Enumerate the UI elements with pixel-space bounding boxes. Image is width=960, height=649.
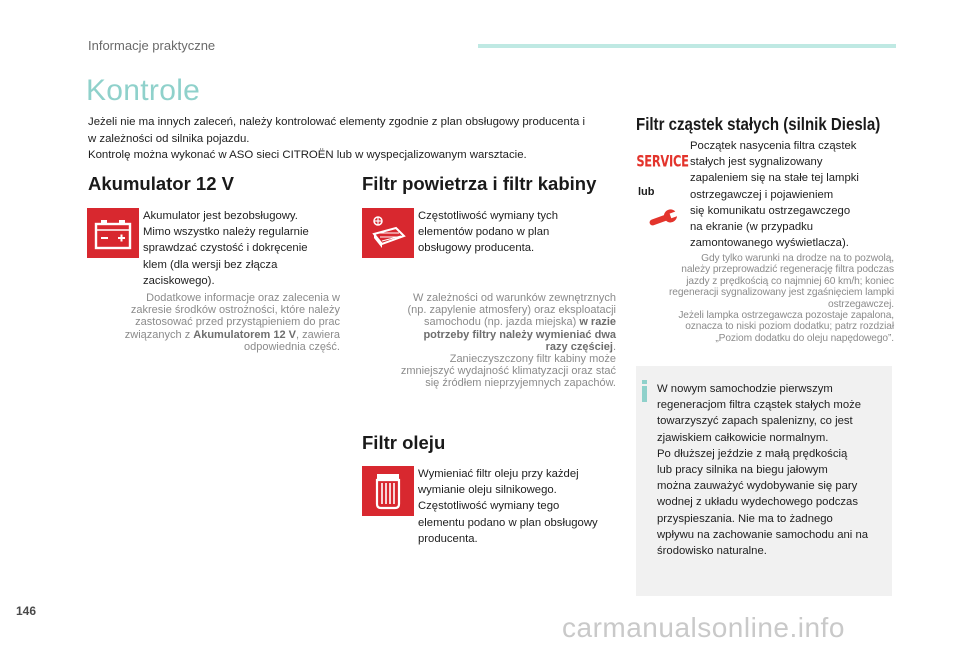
info-icon	[640, 380, 649, 402]
air-filter-heading: Filtr powietrza i filtr kabiny	[362, 173, 597, 194]
intro-line: Jeżeli nie ma innych zaleceń, należy kontrolować elementy zgodnie z plan obsługowy producenta i	[88, 116, 586, 128]
service-warning-icon: SERVICE	[636, 151, 689, 171]
particle-filter-text: Początek nasycenia filtra cząstek stałych jest sygnalizowany zapaleniem się na stałe tej lampki ostrzegawczej i pojawieniem się komunikatu ostrzegawczego na ekranie (w przypadku zamontowanego wyświetlacza).	[690, 140, 859, 250]
page-number: 146	[16, 604, 37, 618]
air-filter-text: Częstotliwość wymiany tych elementów podano w plan obsługowy producenta.	[418, 210, 558, 255]
intro-paragraph	[88, 114, 628, 164]
watermark: carmanualsonline.info	[562, 612, 845, 643]
battery-note: Dodatkowe informacje oraz zalecenia w zakresie środków ostrożności, które należy zastosować przed przystąpieniem do prac związanych z Akumulatorem 12 V, zawiera odpowiednia część.	[124, 292, 340, 353]
battery-icon	[87, 208, 139, 258]
particle-filter-heading: Filtr cząstek stałych (silnik Diesla)	[636, 114, 881, 134]
battery-text: Akumulator jest bezobsługowy. Mimo wszystko należy regularnie sprawdzać czystość i dokręcenie klem (dla wersji bez złącza zaciskowego).	[143, 210, 309, 287]
oil-filter-icon	[362, 466, 414, 516]
wrench-icon	[644, 206, 680, 232]
air-filter-note: W zależności od warunków zewnętrznych (np. zapylenie atmosfery) oraz eksploatacji samochodu (np. jazda miejska) w razie potrzeby filtry należy wymieniać dwa razy częściej. Zanieczyszczony filtr kabiny może zmniejszyć wydajność klimatyzacji oraz stać się źródłem nieprzyjemnych zapachów.	[400, 292, 616, 390]
battery-heading: Akumulator 12 V	[88, 173, 234, 194]
section-label: Informacje praktyczne	[88, 38, 216, 53]
air-filter-icon	[362, 208, 414, 258]
particle-filter-note: Gdy tylko warunki na drodze na to pozwolą, należy przeprowadzić regenerację filtra podczas jazdy z prędkością co najmniej 60 km/h; koniec regeneracji sygnalizowany jest zgaśnięciem lampki ostrzegawczej. Jeżeli lampka ostrzegawcza pozostaje zapalona, oznacza to niski poziom dodatku; patrz rozdział „Poziom dodatku do oleju napędowego”.	[669, 253, 894, 344]
info-text: W nowym samochodzie pierwszym regeneracjom filtra cząstek stałych może towarzyszyć zapach spalenizny, co jest zjawiskiem całkowicie normalnym. Po dłuższej jeździe z małą prędkością lub pracy silnika na biegu jałowym można zauważyć wydobywanie się pary wodnej z układu wydechowego podczas przyspieszania. Nie ma to żadnego wpływu na zachowanie samochodu ani na środowisko naturalne.	[657, 383, 869, 558]
intro-line: w zależności od silnika pojazdu.	[88, 132, 250, 145]
oil-filter-heading: Filtr oleju	[362, 432, 446, 453]
oil-filter-text: Wymieniać filtr oleju przy każdej wymianie oleju silnikowego. Częstotliwość wymiany tego elementu podano w plan obsługowy producenta.	[418, 468, 598, 545]
page-title: Kontrole	[86, 74, 201, 107]
header-accent-bar	[478, 44, 896, 48]
or-label: lub	[638, 186, 655, 198]
intro-line: Kontrolę można wykonać w ASO sieci CITROËN lub w wyspecjalizowanym warsztacie.	[88, 149, 527, 161]
